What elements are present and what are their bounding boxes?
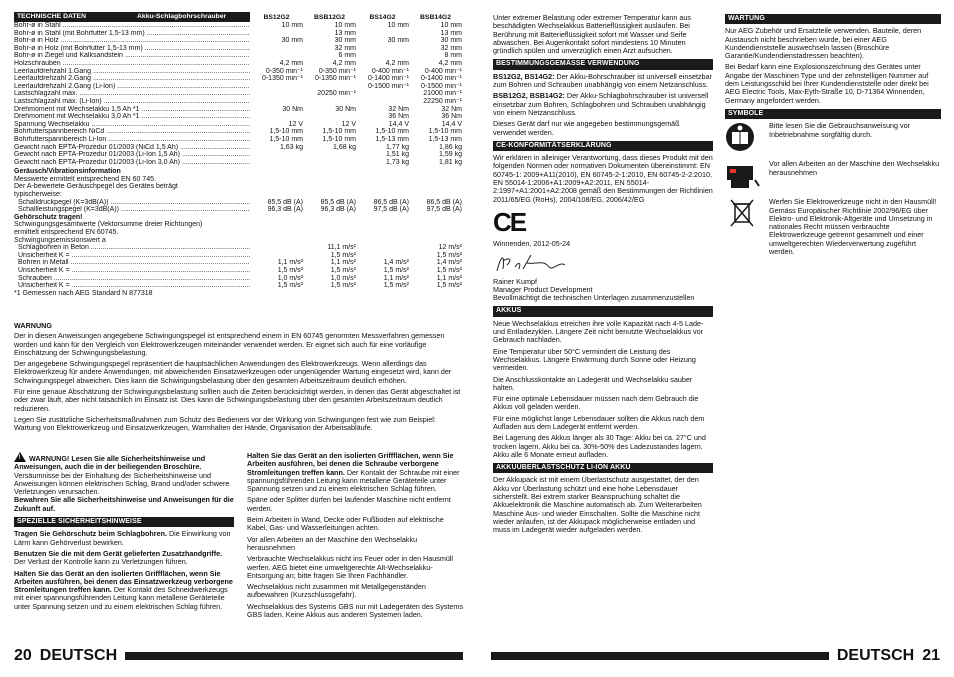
spec-value: 12 V [341, 120, 356, 128]
spec-value: 30 Nm [335, 105, 356, 113]
spec-value [250, 90, 303, 98]
footer-rule [125, 652, 463, 660]
spec-row [14, 259, 463, 267]
spec-value: 1,5 m/s² [436, 282, 462, 290]
signer-role: Manager Product Development [493, 284, 593, 294]
place-date: Winnenden, 2012-05-24 [493, 238, 571, 248]
spec-value: 1,51 kg [386, 151, 409, 159]
spec-value: 0-1500 min⁻¹ [367, 82, 409, 90]
spec-row [14, 30, 463, 38]
instruction-text: Der Akku-Bohrschrauber ist universell einsetzbar zum Bohren und Schrauben unabhängig von einem Netzanschluss. [493, 71, 712, 90]
spec-label: Bohr-ø in Holz (mit Bohrfutter 1,5-13 mm) ..... [14, 45, 250, 53]
spec-label: Drehmoment mit Wechselakku 1,5 Ah *1 ..... [14, 106, 250, 114]
spec-label: Schallleistungspegel (K=3dB(A)) ..... [14, 206, 250, 214]
spec-value: 1,5 m/s² [330, 282, 356, 290]
spec-value [250, 151, 303, 159]
instruction-text: Der Kontakt des Schneidwerkzeugs mit einer spannungsführenden Leitung kann metallene Geräteteile unter Spannung setzen und zu einem elektrischen Schlag führen. [14, 585, 228, 611]
instruction-item [247, 496, 465, 513]
technical-data-table [14, 12, 463, 297]
spec-label: Bohren in Metall ..... [14, 259, 250, 267]
spec-value: 10 mm [440, 22, 462, 29]
instruction-text: Der Verlust der Kontrolle kann zu Verletzungen führen. [14, 557, 188, 567]
akkus-paras [493, 320, 713, 459]
instruction-item [493, 73, 713, 90]
akku-paragraph: Eine Temperatur über 50°C vermindert die Leistung des Wechselakkus. Längere Erwärmung durch Sonne oder Heizung vermeiden. [493, 346, 696, 373]
spec-value: 4,2 mm [438, 59, 462, 67]
warning-paragraph: Für eine genaue Abschätzung der Schwingungsbelastung sollten auch die Zeiten berücksichtigt werden, in denen das Gerät abgeschaltet ist oder zwar läuft, aber nicht tatsächlich im Einsatz ist. Dies kann die Schwingungsbelastung über den gesamten Arbeitszeitraum deutlich reduzieren. [14, 387, 461, 413]
spec-row [14, 151, 463, 159]
spec-label: Holzschrauben ..... [14, 60, 250, 68]
instruction-text: Wechselakkus des Systems GBS nur mit Ladegeräten des Systems GBS laden. Keine Akkus aus anderen Systemen laden. [247, 601, 463, 620]
safety-intro-bold: WARNUNG! Lesen Sie alle Sicherheitshinweise und Anweisungen, auch die in der beiliegenden Broschüre. [14, 454, 206, 472]
wartung-paragraph: Bei Bedarf kann eine Explosionszeichnung des Gerätes unter Angabe der Maschinen Type und der zehnstelligen Nummer auf dem Leistungsschild bei Ihrer Kundendienststelle oder direkt bei AEG Electric Tools, Max-Eyth-Straße 10, D-71364 Winnenden, Germany angefordert werden. [725, 62, 929, 105]
spec-value: 1,5-13 mm [375, 135, 409, 143]
spec-value: 97,5 dB (A) [426, 206, 462, 214]
spec-row [14, 22, 463, 30]
spec-row [14, 52, 463, 60]
spec-row [14, 121, 463, 129]
warning-triangle-icon [14, 452, 26, 462]
instruction-item [247, 536, 465, 553]
symbol-text: Vor allen Arbeiten an der Maschine den Wechselakku herausnehmen [769, 159, 940, 177]
spec-value: 1,0 m/s² [330, 274, 356, 282]
spec-label: Bohr-ø in Holz ..... [14, 37, 250, 45]
spec-value: 97,5 dB (A) [373, 206, 409, 214]
model-col-2: BSB12G2 [314, 13, 345, 21]
spec-value: 1,5 m/s² [330, 251, 356, 259]
noise-line: Der A-bewertete Geräuschpegel des Gerätes beträgt [14, 183, 178, 191]
akku-paragraph: Neue Wechselakkus erreichen ihre volle Kapazität nach 4-5 Lade-und Entladezyklen. Längere Zeit nicht benutzte Wechselakkus vor Gebrauch nachladen. [493, 318, 704, 345]
spec-value: 32 mm [440, 44, 462, 52]
crossed-bin-icon [725, 198, 761, 228]
spec-value: 0-1350 min⁻¹ [261, 75, 303, 83]
spec-value: 11,1 m/s² [327, 244, 356, 252]
instruction-item [493, 92, 713, 117]
spec-value: 1,5 m/s² [330, 267, 356, 274]
instruction-item [247, 452, 465, 493]
ce-heading: CE-KONFORMITÄTSERKLÄRUNG [493, 141, 713, 151]
spec-value: 1,77 kg [386, 143, 409, 151]
instruction-text: Der Akku-Schlagbohrschrauber ist universell einsetzbar zum Bohren, Schlagbohren und Schrauben unabhängig von einem Netzanschluss. [493, 91, 709, 117]
spec-row [14, 37, 463, 45]
akku-paragraph: Die Anschlusskontakte an Ladegerät und Wechselakku sauber halten. [493, 374, 693, 392]
spec-value: 1,5-10 mm [322, 128, 356, 136]
spec-value: 0-350 min⁻¹ [265, 67, 303, 75]
spec-value: 1,73 kg [386, 158, 409, 166]
spec-value: 30 mm [281, 37, 303, 45]
intended-use-heading: BESTIMMUNGSGEMÄSSE VERWENDUNG [493, 59, 713, 69]
read-manual-icon [725, 122, 761, 152]
spec-value: 14,4 V [441, 120, 462, 128]
spec-value: 1,5 m/s² [436, 267, 462, 274]
spec-row [14, 45, 463, 53]
spec-value: 4,2 mm [385, 59, 409, 67]
spec-value: 32 Nm [388, 105, 409, 113]
spec-value: 32 Nm [441, 105, 462, 113]
spec-value [250, 252, 303, 260]
spec-value [250, 159, 303, 167]
spec-value: 12 m/s² [438, 244, 462, 252]
instruction-text: Beim Arbeiten in Wand, Decke oder Fußboden auf elektrische Kabel, Gas- und Wasserleitungen achten. [247, 515, 444, 533]
overload-heading: AKKUÜBERLASTSCHUTZ LI-ION AKKU [493, 463, 713, 473]
spec-value [356, 244, 409, 252]
spec-value [356, 98, 409, 106]
akku-paragraph: Für eine möglichst lange Lebensdauer sollten die Akkus nach dem Aufladen aus dem Ladegerät entfernt werden. [493, 413, 705, 431]
akku-paragraph: Für eine optimale Lebensdauer müssen nach dem Gebrauch die Akkus voll geladen werden. [493, 394, 699, 412]
noise-rows [14, 199, 463, 214]
spec-value: 1,5-10 mm [375, 128, 409, 136]
page-number: 20 [14, 647, 32, 664]
symbol-row [725, 198, 941, 256]
instruction-bold: Benutzen Sie die mit dem Gerät gelieferten Zusatzhandgriffe. [14, 548, 223, 558]
special-safety-items [14, 530, 234, 611]
safety-column-right [247, 452, 465, 622]
spec-value: 1,5-10 mm [269, 128, 303, 136]
spec-label: Bohr-ø in Stahl (mit Bohrfutter 1,5-13 mm) ..... [14, 30, 250, 38]
spec-label: Gewicht nach EPTA-Prozedur 01/2003 (Li-Ion 3,0 Ah) ..... [14, 159, 250, 167]
ce-mark-icon: CE [493, 206, 526, 237]
spec-value: 0-400 min⁻¹ [371, 67, 409, 75]
instruction-text: Der Kontakt der Schraube mit einer spannungsführenden Leitung kann metallene Geräteteile unter Spannung setzen und zu einem elektrischen Schlag führen. [247, 467, 460, 494]
ce-text: Wir erklären in alleiniger Verantwortung, dass dieses Produkt mit den folgenden Normen oder normativen Dokumenten übereinstimmt: EN 60745-1: 2009+A11(2010), EN 60745-2-1:2010, EN 60745-2-2:2010, EN 55014-1:2006+A1:2009+A2:2011, EN 55014-2:1997+A1:2001+A2:2008 gemäß den Bestimmungen der Richtlinien 2011/65/EG (RoHs), 2004/108/EG, 2006/42/EG [493, 153, 713, 204]
spec-value [356, 52, 409, 60]
battery-leak-note: Unter extremer Belastung oder extremer Temperatur kann aus beschädigten Wechselakkus Batterieflüssigkeit auslaufen. Bei Berührung mit Batterieflüssigkeit sofort mit Wasser und Seife abwaschen. Bei Augenkontakt sofort mindestens 10 Minuten gründlich spülen und unverzüglich einen Arzt aufsuchen. [493, 13, 692, 56]
spec-row [14, 98, 463, 106]
spec-label: Schalldruckpegel (K=3dB(A)) ..... [14, 199, 250, 207]
spec-value [356, 90, 409, 98]
vibration-line: Schwingungsgesamtwerte (Vektorsumme dreier Richtungen) [14, 221, 203, 229]
spec-value: 1,1 m/s² [383, 274, 409, 282]
symbol-text: Werfen Sie Elektrowerkzeuge nicht in den Hausmüll! Gemäss Europäischer Richtlinie 2002/96/EG über Elektro- und Elektronik-Altgeräte und Umsetzung in nationales Recht müssen verbrauchte Elektrowerkzeuge getrennt gesammelt und einer umweltgerechten Wiederverwertung zugeführt werden. [769, 197, 937, 257]
symbol-text: Bitte lesen Sie die Gebrauchsanweisung vor Inbetriebnahme sorgfältig durch. [769, 121, 911, 139]
spec-label: Gewicht nach EPTA-Prozedur 01/2003 (NiCd 1,5 Ah) ..... [14, 144, 250, 152]
spec-label: Lastschlagzahl max. ..... [14, 90, 250, 98]
spec-value [250, 113, 303, 121]
spec-rows [14, 22, 463, 166]
spec-label: Bohrfutterspannbereich NiCd ..... [14, 128, 250, 136]
spec-value: 6 mm [338, 52, 356, 60]
spec-value: 30 Nm [282, 105, 303, 113]
spec-value: 8 mm [444, 52, 462, 60]
spec-value [303, 113, 356, 121]
spec-value: 1,63 kg [280, 143, 303, 151]
spec-value: 22250 min⁻¹ [423, 97, 462, 105]
spec-value: 36 Nm [441, 113, 462, 121]
spec-value: 36 Nm [388, 113, 409, 121]
vibration-line: Schwingungsemissionswert a [14, 236, 106, 244]
vibration-warning [14, 322, 463, 436]
spec-value: 1,86 kg [439, 143, 462, 151]
instruction-bold: Halten Sie das Gerät an den isolierten Griffflächen, wenn Sie Arbeiten ausführen, bei denen das Einsatzwerkzeug verborgene Stromleitungen treffen kann. [14, 568, 233, 595]
spec-value: 1,68 kg [333, 143, 356, 151]
spec-value [250, 83, 303, 91]
spec-value [303, 159, 356, 167]
spec-value: 96,3 dB (A) [320, 206, 356, 214]
warning-paragraph: Legen Sie zusätzliche Sicherheitsmaßnahmen zum Schutz des Bedieners vor der Wirkung von Schwingungen fest wie zum Beispiel: Wartung von Elektrowerkzeug und Einsatzwerkzeugen, Warmhalten der Hände, Organisation der Arbeitsabläufe. [14, 414, 436, 433]
page-footer-left [14, 645, 463, 667]
instruction-item [247, 516, 465, 533]
spec-label: Schrauben ..... [14, 275, 250, 283]
spec-row [14, 106, 463, 114]
instruction-text: Wechselakkus nicht zusammen mit Metallgegenständen aufbewahren (Kurzschlussgefahr). [247, 582, 426, 600]
spec-value: 1,5-10 mm [322, 135, 356, 143]
spec-value: 0-350 min⁻¹ [318, 67, 356, 75]
spec-value: 32 mm [334, 44, 356, 52]
hearing-protection: Gehörschutz tragen! [14, 213, 83, 221]
vibration-rows [14, 244, 463, 290]
spec-value: 30 mm [440, 37, 462, 45]
spec-value: 1,5-10 mm [269, 135, 303, 143]
spec-product-name: Akku-Schlagbohrschrauber [127, 12, 250, 22]
intended-use-paras [493, 73, 713, 137]
instruction-item [14, 550, 234, 567]
spec-label: Bohr-ø in Ziegel und Kalksandstein ..... [14, 52, 250, 60]
spec-label: Leerlaufdrehzahl 2.Gang (Li-Ion) ..... [14, 83, 250, 91]
spec-row [14, 275, 463, 283]
instruction-text: Vor allen Arbeiten an der Maschine den Wechselakku herausnehmen [247, 534, 418, 552]
spec-value: 21000 min⁻¹ [423, 90, 462, 98]
noise-line: Messwerte ermittelt entsprechend EN 60 745. [14, 175, 157, 183]
safety-keep-note: Bewahren Sie alle Sicherheitshinweise und Anweisungen für die Zukunft auf. [14, 495, 234, 513]
spec-value [250, 98, 303, 106]
spec-value [250, 52, 303, 60]
spec-value: 1,1 m/s² [436, 274, 462, 282]
spec-label: Unsicherheit K = ..... [14, 282, 250, 290]
spec-row [14, 136, 463, 144]
spec-value: 1,59 kg [439, 151, 462, 159]
spec-row [14, 244, 463, 252]
spec-row [14, 206, 463, 214]
noise-title: Geräusch/Vibrationsinformation [14, 168, 121, 176]
akkus-heading: AKKUS [493, 306, 713, 316]
spec-label: Lastschlagzahl max. (Li-Ion) ..... [14, 98, 250, 106]
spec-row [14, 199, 463, 207]
right-column-right [725, 14, 941, 264]
instruction-item [493, 120, 713, 137]
instruction-bold: BSB12G2, BSB14G2: [493, 91, 565, 101]
spec-value: 10 mm [334, 22, 356, 29]
spec-value: 1,4 m/s² [436, 259, 462, 267]
footer-rule [491, 652, 829, 660]
spec-value: 12 V [288, 120, 303, 128]
spec-row [14, 60, 463, 68]
spec-value: 4,2 mm [332, 59, 356, 67]
spec-value [356, 45, 409, 53]
spec-value: 1,0 m/s² [277, 274, 303, 282]
spec-value: 1,5 m/s² [436, 251, 462, 259]
spec-value: 96,3 dB (A) [267, 206, 303, 214]
spec-header [14, 12, 463, 22]
spec-value: 1,5 m/s² [383, 267, 409, 274]
remove-battery-icon [725, 160, 761, 190]
spec-value: 0-400 min⁻¹ [424, 67, 462, 75]
right-column-left [493, 14, 713, 538]
spec-label: Bohrfutterspannbereich Li-Ion ..... [14, 136, 250, 144]
spec-value [250, 45, 303, 53]
instruction-bold: Tragen Sie Gehörschutz beim Schlagbohren. [14, 529, 167, 539]
akku-paragraph: Bei Lagerung des Akkus länger als 30 Tage: Akku bei ca. 27°C und trocken lagern. Akku bei ca. 30%-50% des Ladezustandes lagern. Akku alle 6 Monate erneut aufladen. [493, 433, 706, 459]
spec-value [250, 30, 303, 38]
spec-value: 1,81 kg [439, 158, 462, 166]
spec-value [356, 252, 409, 260]
overload-text: Der Akkupack ist mit einem Überlastschutz ausgestattet, der den Akku vor Überlastung schützt und eine hohe Lebensdauer sicherstellt. Bei extrem starker Beanspruchung schaltet die Akkuelektronik die Maschine automatisch ab. Zum Weiterarbeiten Maschine Aus- und wieder Einschalten. Sollte die Maschine nicht wieder anlaufen, ist der Akkupack möglicherweise entladen und muss im Ladegerät wieder aufgeladen werden. [493, 475, 702, 535]
spec-header-label: TECHNISCHE DATEN [14, 12, 127, 22]
spec-value: 1,5 m/s² [277, 282, 303, 290]
instruction-item [247, 603, 465, 620]
spec-row [14, 113, 463, 121]
page-language: DEUTSCH [39, 647, 118, 664]
warning-paragraph: Der angegebene Schwingungspegel repräsentiert die hauptsächlichen Anwendungen des Elektrowerkzeugs. Wenn allerdings das Elektrowerkzeug für andere Anwendungen, mit abweichenden Einsatzwerkzeugen oder ungenügender Wartung eingesetzt wird, kann der Schwingungspegel abweichen. Dies kann die Schwingungsbelastung über den gesamten Arbeitszeitraum deutlich erhöhen. [14, 359, 452, 385]
spec-value: 1,5-13 mm [428, 135, 462, 143]
instruction-item [247, 583, 465, 600]
spec-label: Spannung Wechselakku ..... [14, 121, 250, 129]
instruction-text: Dieses Gerät darf nur wie angegeben bestimmungsgemäß verwendet werden. [493, 119, 680, 137]
spec-label: Schlagbohren in Beton ..... [14, 244, 250, 252]
spec-value: 10 mm [281, 22, 303, 29]
warning-title: WARNUNG [14, 321, 52, 330]
signature-icon [493, 251, 573, 275]
page-number: 21 [922, 647, 940, 664]
spec-row [14, 83, 463, 91]
spec-value: 1,5-10 mm [428, 128, 462, 136]
spec-value [303, 151, 356, 159]
spec-label: Drehmoment mit Wechselakku 3,0 Ah *1 ..... [14, 113, 250, 121]
symbole-heading: SYMBOLE [725, 109, 941, 119]
spec-value: 85,5 dB (A) [267, 198, 303, 206]
spec-row [14, 282, 463, 290]
safety-items [247, 452, 465, 619]
spec-value: 10 mm [387, 22, 409, 29]
model-col-4: BSB14G2 [420, 13, 451, 21]
spec-value: 30 mm [334, 37, 356, 45]
spec-value: 86,5 dB (A) [426, 198, 462, 206]
spec-value: 1,5 m/s² [277, 267, 303, 274]
spec-value: 13 mm [440, 29, 462, 37]
vibration-line: ermittelt entsprechend EN 60745. [14, 229, 119, 237]
spec-value [356, 30, 409, 38]
instruction-text: Späne oder Splitter dürfen bei laufender Maschine nicht entfernt werden. [247, 495, 451, 513]
spec-label: Unsicherheit K = ..... [14, 252, 250, 260]
wartung-paragraph: Nur AEG Zubehör und Ersatzteile verwenden. Bauteile, deren Austausch nicht beschrieben wurde, bei einer AEG Kundendienststelle auswechseln lassen (Broschüre Garantie/Kundendienstadressen beachten). [725, 26, 922, 61]
spec-label: Bohr-ø in Stahl ..... [14, 22, 250, 30]
warning-paragraph: Der in diesen Anweisungen angegebene Schwingungspegel ist entsprechend einem in EN 60745 genormten Messverfahren gemessen worden und kann für den Vergleich von Elektrowerkzeugen miteinander verwendet werden. Er eignet sich auch für eine vorläufige Einschätzung der Schwingungsbelastung. [14, 331, 445, 357]
spec-value [303, 83, 356, 91]
page-language: DEUTSCH [836, 647, 915, 664]
spec-label: Leerlaufdrehzahl 1.Gang ..... [14, 68, 250, 76]
spec-value: 1,1 m/s² [330, 259, 356, 267]
wartung-heading: WARTUNG [725, 14, 941, 24]
spec-row [14, 267, 463, 275]
spec-row [14, 68, 463, 76]
spec-value: 1,1 m/s² [277, 259, 303, 267]
spec-value: 0-1400 min⁻¹ [367, 75, 409, 83]
spec-value: 20250 min⁻¹ [317, 90, 356, 98]
symbol-row [725, 160, 941, 190]
spec-value: 30 mm [387, 37, 409, 45]
footnote: *1 Gemessen nach AEG Standard N 877318 [14, 289, 153, 297]
spec-row [14, 128, 463, 136]
safety-column-left [14, 452, 234, 614]
spec-value: 86,5 dB (A) [373, 198, 409, 206]
model-col-3: BS14G2 [369, 13, 396, 21]
spec-value: 14,4 V [388, 120, 409, 128]
instruction-bold: Halten Sie das Gerät an den isolierten Griffflächen, wenn Sie Arbeiten ausführen, bei denen die Schraube verborgene Stromleitungen treffen kann. [247, 451, 454, 477]
special-safety-heading: SPEZIELLE SICHERHEITSHINWEISE [14, 517, 234, 527]
spec-value: 0-1350 min⁻¹ [314, 75, 356, 83]
instruction-item [14, 530, 234, 547]
spec-row [14, 159, 463, 167]
spec-value [250, 244, 303, 252]
instruction-text: Verbrauchte Wechselakkus nicht ins Feuer oder in den Hausmüll werfen. AEG bietet eine umweltgerechte Alt-Wechselakku-Entsorgung an; bitte fragen Sie Ihren Fachhändler. [247, 554, 454, 580]
spec-row [14, 90, 463, 98]
spec-row [14, 252, 463, 260]
spec-value: 1,4 m/s² [383, 259, 409, 267]
spec-value: 0-1400 min⁻¹ [420, 75, 462, 83]
page-footer-right [491, 645, 940, 667]
signer-name: Rainer Kumpf [493, 276, 537, 286]
spec-value: 13 mm [334, 29, 356, 37]
noise-line: typischerweise: [14, 191, 62, 199]
instruction-item [247, 555, 465, 580]
spec-value [303, 98, 356, 106]
spec-label: Unsicherheit K = ..... [14, 267, 250, 275]
spec-value: 1,5 m/s² [383, 282, 409, 290]
right-page [477, 0, 954, 677]
spec-value: 0-1500 min⁻¹ [420, 82, 462, 90]
spec-row [14, 144, 463, 152]
instruction-text: Die Einwirkung von Lärm kann Gehörverlust bewirken. [14, 529, 231, 547]
instruction-item [14, 570, 234, 611]
safety-intro: Versäumnisse bei der Einhaltung der Sicherheitshinweise und Anweisungen können elektrischen Schlag, Brand und/oder schwere Verletzungen verursachen. [14, 470, 230, 497]
spec-label: Leerlaufdrehzahl 2.Gang ..... [14, 75, 250, 83]
spec-label: Gewicht nach EPTA-Prozedur 01/2003 (Li-Ion 1,5 Ah) ..... [14, 151, 250, 159]
instruction-bold: BS12G2, BS14G2: [493, 71, 555, 81]
symbol-row [725, 122, 941, 152]
model-col-1: BS12G2 [263, 13, 290, 21]
spec-value: 4,2 mm [279, 59, 303, 67]
spec-value: 85,5 dB (A) [320, 198, 356, 206]
spec-row [14, 75, 463, 83]
signer-note: Bevollmächtigt die technischen Unterlagen zusammenzustellen [493, 293, 695, 303]
